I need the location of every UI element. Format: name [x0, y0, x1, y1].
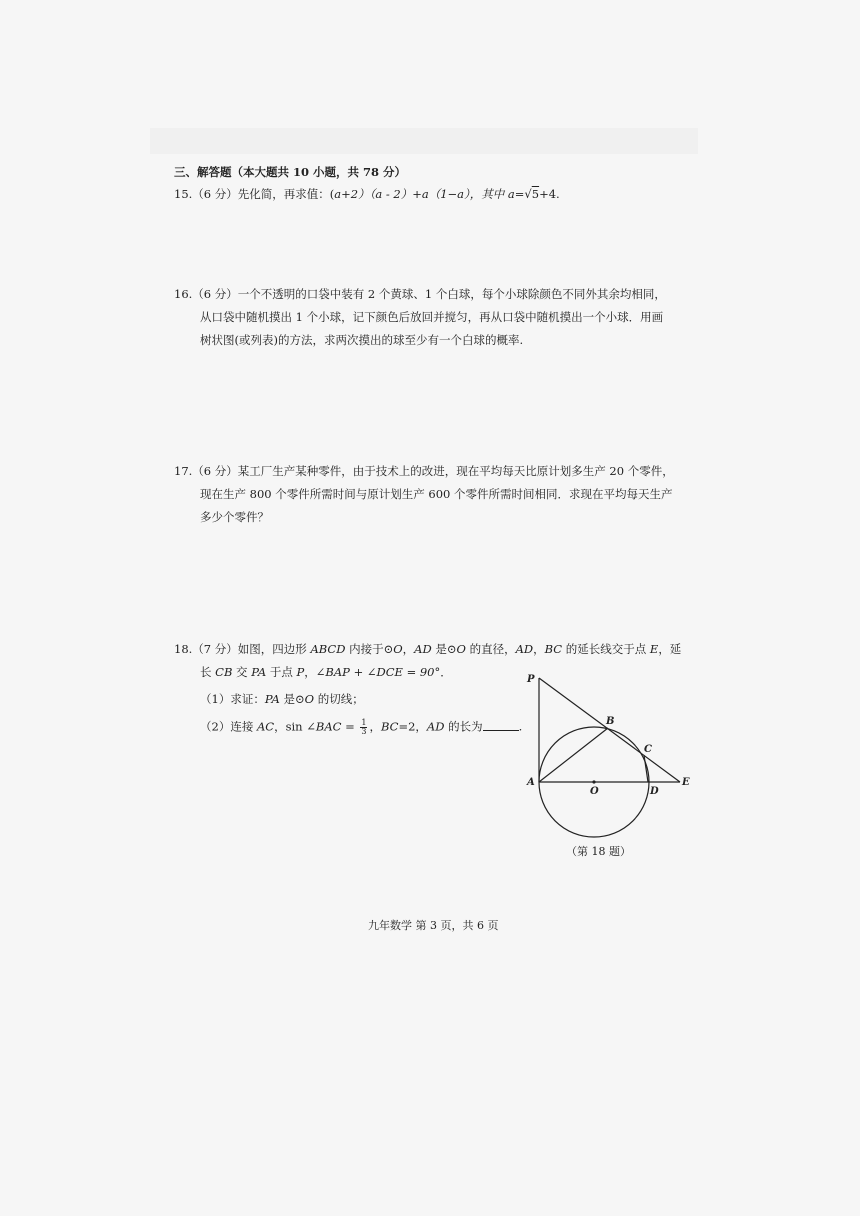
question-17-line-2: 现在生产 800 个零件所需时间与原计划生产 600 个零件所需时间相同．求现在平均每天生产 [200, 487, 673, 501]
question-17-line-3: 多少个零件？ [200, 510, 269, 524]
question-18-part-1: （1）求证：PA 是⊙O 的切线； [200, 692, 364, 706]
geometry-figure [520, 668, 696, 840]
page-footer: 九年数学 第 3 页，共 6 页 [368, 919, 499, 932]
question-18-line-2: 长 CB 交 PA 于点 P，∠BAP + ∠DCE = 90°． [200, 665, 452, 679]
label-d: D [650, 786, 659, 797]
label-p: P [527, 674, 535, 685]
question-15: 15.（6 分）先化简，再求值：(a+2）（a - 2）+a（1−a），其中 a=√5+4. [174, 187, 560, 201]
question-16-line-3: 树状图(或列表)的方法，求两次摸出的球至少有一个白球的概率. [200, 333, 524, 347]
label-e: E [682, 777, 690, 788]
question-17-line-1: 17.（6 分）某工厂生产某种零件，由于技术上的改进，现在平均每天比原计划多生产 20 个零件， [174, 464, 674, 478]
question-16-line-1: 16.（6 分）一个不透明的口袋中装有 2 个黄球、1 个白球，每个小球除颜色不同外其余均相同， [174, 287, 666, 301]
figure-caption: （第 18 题） [566, 845, 631, 858]
label-c: C [644, 744, 652, 755]
label-b: B [606, 716, 615, 727]
label-o: O [590, 786, 599, 797]
question-18-part-2: （2）连接 AC，sin ∠BAC = $\frac{1}{3}$ ，BC=2，AD 的长为 . [200, 718, 523, 736]
question-16-line-2: 从口袋中随机摸出 1 个小球，记下颜色后放回并搅匀，再从口袋中随机摸出一个小球．用画 [200, 310, 664, 324]
fraction: $\frac{1}{3}$ [361, 718, 367, 736]
scan-shade [150, 128, 698, 154]
section-title: 三、解答题（本大题共 10 小题，共 78 分） [174, 165, 407, 179]
answer-blank[interactable] [483, 720, 519, 731]
label-a: A [527, 777, 535, 788]
line-ab [539, 728, 608, 782]
question-18-line-1: 18.（7 分）如图，四边形 ABCD 内接于⊙O，AD 是⊙O 的直径，AD，BC 的延长线交于点 E，延 [174, 642, 682, 656]
center-point [592, 780, 595, 783]
line-pe [539, 678, 680, 782]
